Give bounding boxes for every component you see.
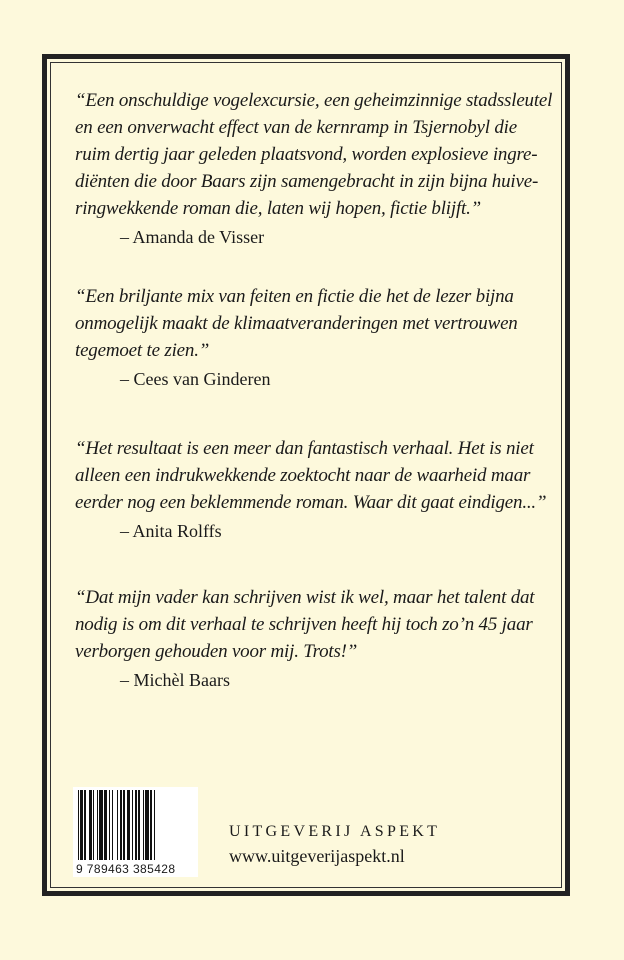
quote-line: verborgen gehouden voor mij. Trots!” xyxy=(75,641,358,662)
quote-line: “Het resultaat is een meer dan fantastisch verhaal. Het is niet xyxy=(75,438,534,459)
quote-line: en een onverwacht effect van de kernramp in Tsjernobyl die xyxy=(75,117,517,138)
quote-line: alleen een indrukwekkende zoektocht naar de waarheid maar xyxy=(75,465,531,486)
isbn-number: 9 789463 385428 xyxy=(76,862,176,876)
review-quote-4 xyxy=(75,584,555,694)
quote-line: ruim dertig jaar geleden plaatsvond, worden explosieve ingre- xyxy=(75,144,538,165)
review-quote-3 xyxy=(75,435,555,545)
quote-author: – Amanda de Visser xyxy=(120,227,265,247)
quote-author: – Michèl Baars xyxy=(120,670,230,690)
barcode-bars xyxy=(78,790,193,860)
publisher-name: UITGEVERIJ ASPEKT xyxy=(229,823,441,840)
quote-line: “Een briljante mix van feiten en fictie die het de lezer bijna xyxy=(75,286,514,307)
publisher-url[interactable]: www.uitgeverijaspekt.nl xyxy=(229,846,405,866)
quote-line: eerder nog een beklemmende roman. Waar dit gaat eindigen...” xyxy=(75,492,547,513)
quote-line: “Een onschuldige vogelexcursie, een geheimzinnige stadssleutel xyxy=(75,90,553,111)
barcode-bar xyxy=(155,790,156,860)
quote-author: – Cees van Ginderen xyxy=(120,369,271,389)
quote-line: “Dat mijn vader kan schrijven wist ik wel, maar het talent dat xyxy=(75,587,535,608)
quote-line: nodig is om dit verhaal te schrijven heeft hij toch zo’n 45 jaar xyxy=(75,614,533,635)
quote-line: onmogelijk maakt de klimaatveranderingen met vertrouwen xyxy=(75,313,518,334)
quote-author: – Anita Rolffs xyxy=(120,521,222,541)
quote-line: ringwekkende roman die, laten wij hopen, fictie blijft.” xyxy=(75,198,482,219)
review-quote-1 xyxy=(75,87,555,251)
isbn-barcode xyxy=(73,787,198,877)
quote-line: diënten die door Baars zijn samengebracht in zijn bijna huive- xyxy=(75,171,539,192)
quote-line: tegemoet te zien.” xyxy=(75,340,210,361)
review-quote-2 xyxy=(75,283,555,393)
